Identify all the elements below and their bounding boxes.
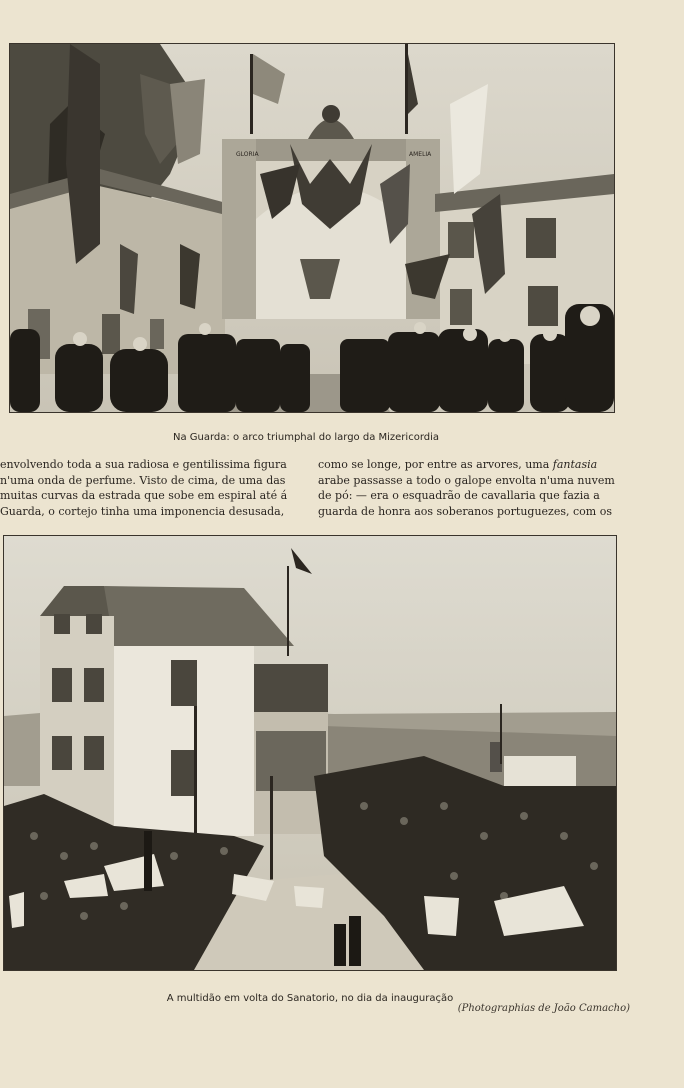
text-line: n'uma onda de perfume. Visto de cima, de uma das [0, 473, 286, 487]
text-line [318, 457, 618, 473]
text-line: envolvendo toda a sua radiosa e gentilissima figura [0, 458, 287, 471]
arch-inscription-left: GLORIA [236, 151, 259, 158]
triumphal-arch-image [10, 44, 614, 412]
arch-inscription-right: AMELIA [409, 151, 432, 158]
photo-sanatorium-crowd [3, 535, 617, 971]
sanatorium-crowd-image [4, 536, 616, 970]
photo-caption-bottom: A multidão em volta do Sanatorio, no dia da inauguração [166, 993, 454, 1004]
text-run: como se longe, por entre as arvores, uma [318, 458, 553, 471]
text-line: guarda de honra aos soberanos portuguezes, com os [318, 504, 612, 518]
text-line: Guarda, o cortejo tinha uma imponencia desusada, [0, 504, 285, 518]
photo-triumphal-arch [9, 43, 615, 413]
text-line: arabe passasse a todo o galope envolta n'uma nuvem [318, 473, 615, 487]
text-column-right [318, 457, 618, 519]
photo-credit: (Photographias de João Camacho) [457, 1003, 630, 1014]
text-line: de pó: — era o esquadrão de cavallaria que fazia a [318, 489, 600, 503]
text-column-left [0, 457, 296, 519]
photo-caption-top: Na Guarda: o arco triumphal do largo da Mizericordia [172, 432, 440, 443]
emphasized-word: fantasia [552, 458, 598, 471]
text-line: muitas curvas da estrada que sobe em espiral até á [0, 489, 288, 503]
